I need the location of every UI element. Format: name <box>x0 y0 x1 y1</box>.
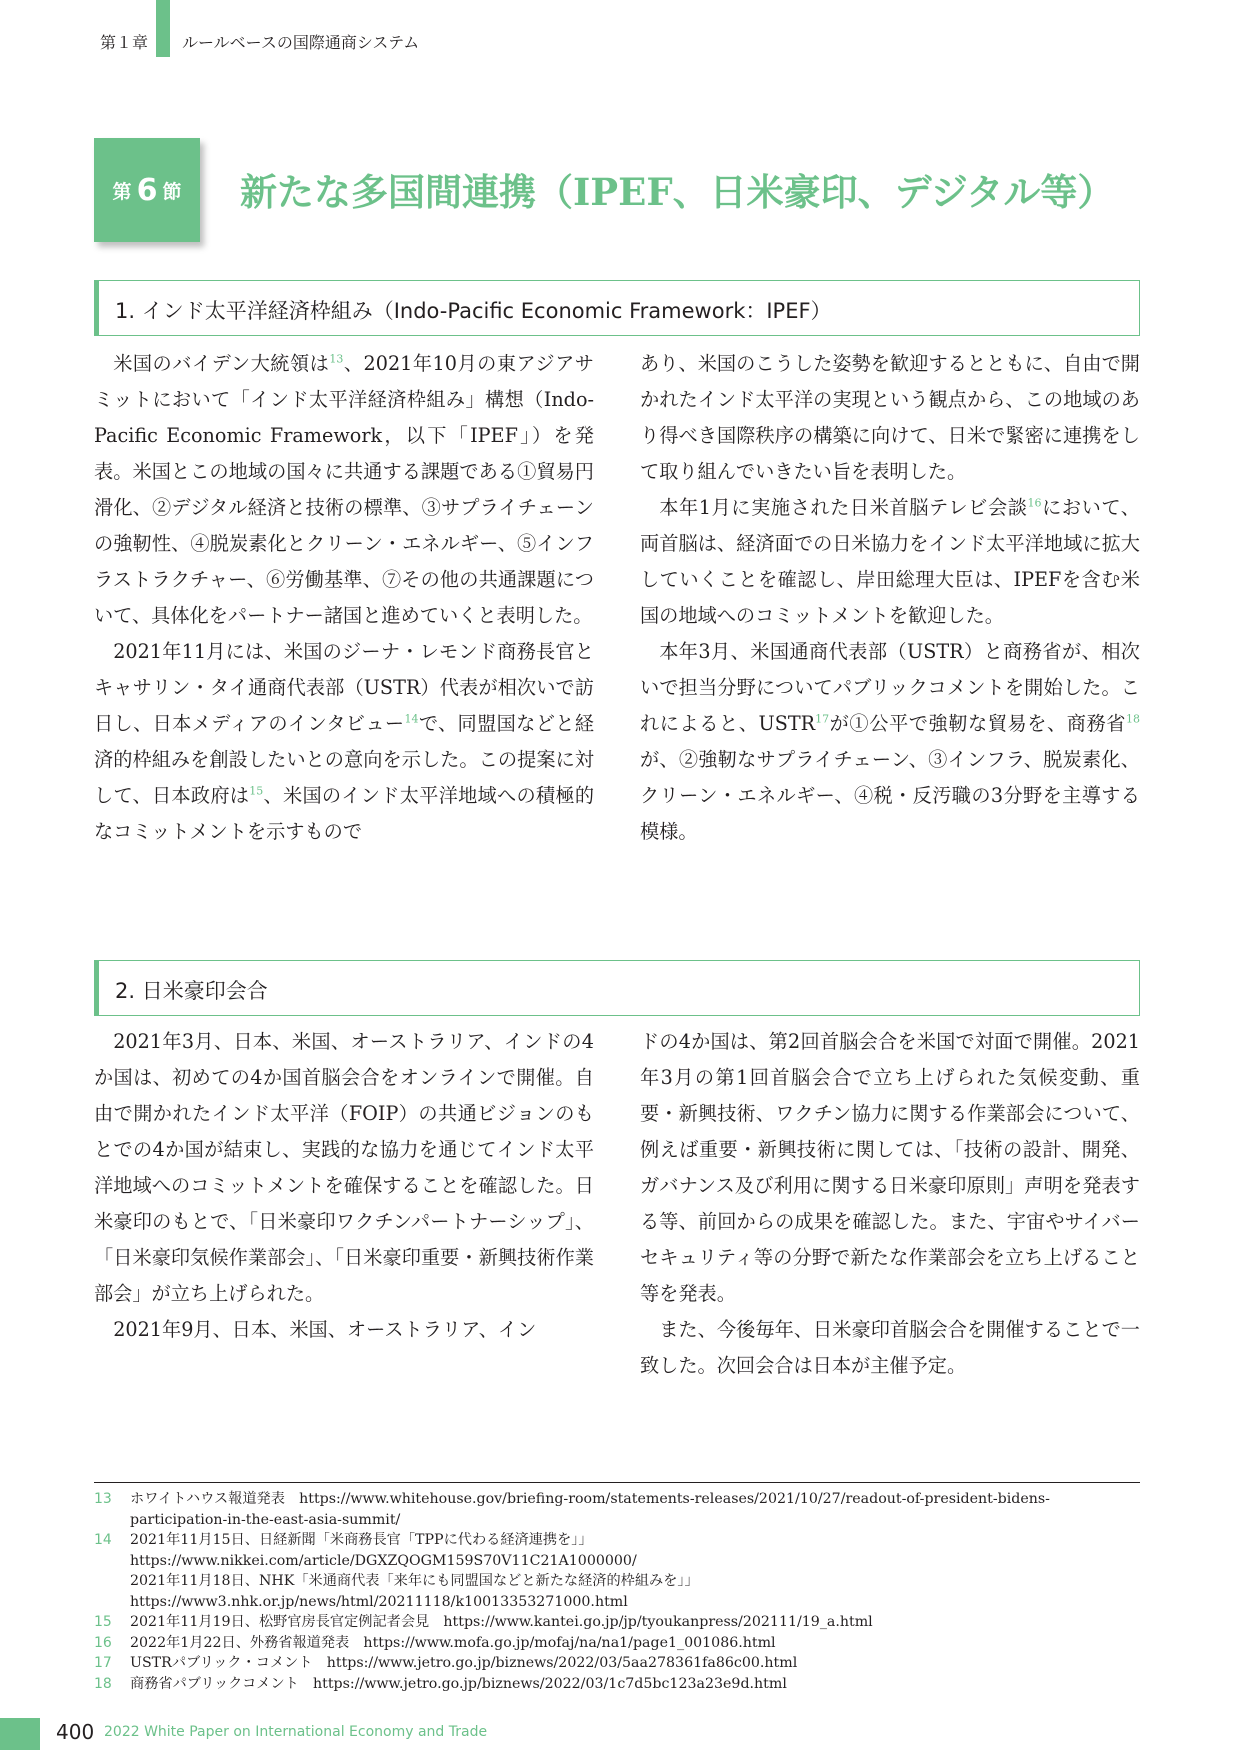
ipef-column-right <box>640 346 1140 850</box>
paragraph: 本年1月に実施された日米首脳テレビ会談$^{16}$において、両首脳は、経済面での日米協力をインド太平洋地域に拡大していくことを確認し、岸田総理大臣は、IPEFを含む米国の地域へのコミットメントを歓迎した。 <box>640 496 1140 627</box>
footnote-line[interactable]: https://www.nikkei.com/article/DGXZQOGM159S70V11C21A1000000/ <box>130 1552 637 1569</box>
footnote-number: 14 <box>94 1532 112 1548</box>
footnote-ref[interactable]: 18 <box>1126 712 1141 726</box>
paragraph: あり、米国のこうした姿勢を歓迎するとともに、自由で開かれたインド太平洋の実現という観点から、この地域のあり得べき国際秩序の構築に向けて、日米で緊密に連携をして取り組んでいきたい旨を表明した。 <box>640 352 1140 483</box>
footnote-item <box>94 1653 1140 1674</box>
footnote-item <box>94 1633 1140 1654</box>
quad-column-left <box>94 1024 594 1348</box>
publication-title: 2022 White Paper on International Economy and Trade <box>104 1724 488 1740</box>
section-badge-prefix: 第 <box>112 180 132 203</box>
footnote-line: 2021年11月18日、NHK「米通商代表「来年にも同盟国などと新たな経済的枠組みを」」 <box>130 1573 699 1589</box>
footnote-item <box>94 1489 1140 1530</box>
quad-column-right <box>640 1024 1140 1384</box>
footnote-number: 15 <box>94 1614 112 1630</box>
section-title: 新たな多国間連携（IPEF、日米豪印、デジタル等） <box>240 170 1115 214</box>
footnote-ref[interactable]: 13 <box>329 352 344 366</box>
footnote-number: 17 <box>94 1655 112 1671</box>
footnote-line[interactable]: participation-in-the-east-asia-summit/ <box>130 1511 401 1528</box>
paragraph: 2021年9月、日本、米国、オーストラリア、イン <box>113 1318 537 1341</box>
paragraph: 2021年3月、日本、米国、オーストラリア、インドの4か国は、初めての4か国首脳会合をオンラインで開催。自由で開かれたインド太平洋（FOIP）の共通ビジョンのもとでの4か国が結束し、実践的な協力を通じてインド太平洋地域へのコミットメントを確保することを確認した。日米豪印のもとで、「日米豪印ワクチンパートナーシップ」、「日米豪印気候作業部会」、「日米豪印重要・新興技術作業部会」が立ち上げられた。 <box>94 1030 594 1305</box>
footnote-line[interactable]: USTRパブリック・コメント https://www.jetro.go.jp/biznews/2022/03/5aa278361fa86c00.html <box>130 1655 798 1671</box>
section-badge <box>94 138 200 242</box>
header-accent-bar <box>156 0 170 57</box>
footnote-line[interactable]: ホワイトハウス報道発表 https://www.whitehouse.gov/briefing-room/statements-releases/2021/10/27/readout-of-president-bidens- <box>130 1491 1050 1507</box>
footnote-line[interactable]: 商務省パブリックコメント https://www.jetro.go.jp/biznews/2022/03/1c7d5bc123a23e9d.html <box>130 1675 787 1692</box>
footer-accent-tab <box>0 1718 40 1750</box>
footnote-item <box>94 1674 1140 1695</box>
subsection-heading-text: 2. 日米豪印会合 <box>115 979 268 1003</box>
footnote-line[interactable]: 2022年1月22日、外務省報道発表 https://www.mofa.go.jp/mofaj/na/na1/page1_001086.html <box>130 1634 776 1651</box>
section-badge-number: 6 <box>136 172 158 208</box>
footnote-line[interactable]: https://www3.nhk.or.jp/news/html/20211118/k10013353271000.html <box>130 1593 628 1610</box>
paragraph: 2021年11月には、米国のジーナ・レモンド商務長官とキャサリン・タイ通商代表部（USTR）代表が相次いで訪日し、日本メディアのインタビュー$^{14}$で、同盟国などと経済的枠組みを創設したいとの意向を示した。この提案に対して、日本政府は$^{15}$、米国のインド太平洋地域への積極的なコミットメントを示すもので <box>94 640 594 843</box>
subsection-heading-ipef <box>94 280 1140 336</box>
paragraph: ドの4か国は、第2回首脳会合を米国で対面で開催。2021年3月の第1回首脳会合で立ち上げられた気候変動、重要・新興技術、ワクチン協力に関する作業部会について、例えば重要・新興技術に関しては、「技術の設計、開発、ガバナンス及び利用に関する日米豪印原則」声明を発表する等、前回からの成果を確認した。また、宇宙やサイバーセキュリティ等の分野で新たな作業部会を立ち上げること等を発表。 <box>640 1030 1140 1305</box>
footnote-line: 2021年11月15日、日経新聞「米商務長官「TPPに代わる経済連携を」」 <box>130 1532 593 1548</box>
footnote-number: 18 <box>94 1675 112 1692</box>
chapter-label: 第１章 <box>100 33 149 52</box>
section-badge-suffix: 節 <box>162 180 182 203</box>
paragraph: また、今後毎年、日米豪印首脳会合を開催することで一致した。次回会合は日本が主催予定。 <box>640 1318 1140 1377</box>
paragraph: 本年3月、米国通商代表部（USTR）と商務省が、相次いで担当分野についてパブリックコメントを開始した。これによると、USTR$^{17}$が①公平で強靭な貿易を、商務省$^{18}$が、②強靭なサプライチェーン、③インフラ、脱炭素化、クリーン・エネルギー、④税・反汚職の3分野を主導する模様。 <box>640 640 1141 843</box>
ipef-column-left <box>94 346 594 850</box>
subsection-heading-text: 1. インド太平洋経済枠組み（Indo-Pacific Economic Framework：IPEF） <box>115 299 832 323</box>
running-header <box>0 0 1241 60</box>
footnote-item <box>94 1530 1140 1612</box>
footnote-divider <box>94 1482 1140 1483</box>
footnote-line[interactable]: 2021年11月19日、松野官房長官定例記者会見 https://www.kantei.go.jp/jp/tyoukanpress/202111/19_a.html <box>130 1614 873 1630</box>
paragraph: 米国のバイデン大統領は$^{13}$、2021年10月の東アジアサミットにおいて「インド太平洋経済枠組み」構想（Indo-Pacific Economic Framework，以下「IPEF」）を発表。米国とこの地域の国々に共通する課題である①貿易円滑化、②デジタル経済と技術の標準、③サプライチェーンの強靭性、④脱炭素化とクリーン・エネルギー、⑤インフラストラクチャー、⑥労働基準、⑦その他の共通課題について、具体化をパートナー諸国と進めていくと表明した。 <box>94 352 594 627</box>
footnote-ref[interactable]: 17 <box>815 712 830 726</box>
footnote-number: 16 <box>94 1634 112 1651</box>
footnote-ref[interactable]: 14 <box>404 712 419 726</box>
subsection-heading-quad <box>94 960 1140 1016</box>
footnote-number: 13 <box>94 1491 112 1507</box>
page-number: 400 <box>56 1720 95 1744</box>
footnote-ref[interactable]: 16 <box>1027 496 1042 510</box>
footnotes <box>94 1489 1140 1694</box>
footnote-ref[interactable]: 15 <box>249 784 264 798</box>
footnote-item <box>94 1612 1140 1633</box>
chapter-title: ルールベースの国際通商システム <box>182 33 420 52</box>
